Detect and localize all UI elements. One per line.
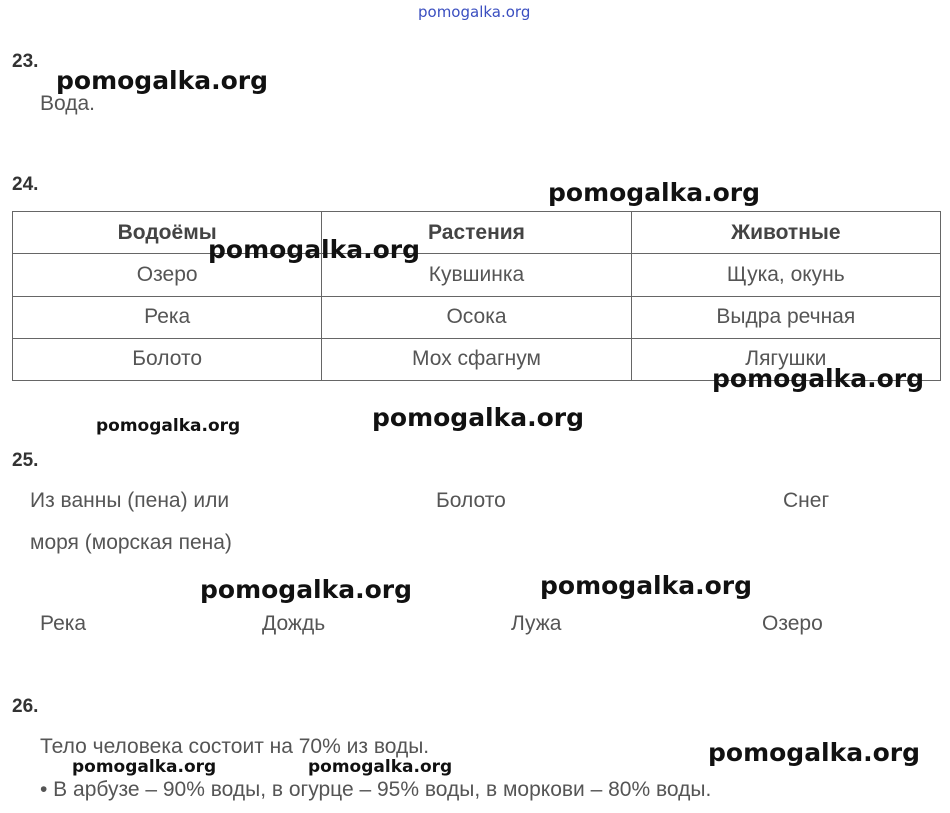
answer-item: Лужа (511, 612, 562, 635)
watermark: pomogalka.org (96, 416, 241, 436)
watermark: pomogalka.org (372, 403, 585, 432)
table-cell: Осока (322, 296, 631, 338)
table-cell: Болото (13, 338, 322, 380)
table-cell: Щука, окунь (631, 254, 940, 296)
table-header-row (13, 212, 941, 254)
watermark: pomogalka.org (712, 364, 925, 393)
watermark: pomogalka.org (72, 757, 217, 777)
question-26-line-1: Тело человека состоит на 70% из воды. (40, 735, 430, 758)
watermark: pomogalka.org (540, 571, 753, 600)
watermark: pomogalka.org (208, 235, 421, 264)
watermark: pomogalka.org (56, 66, 269, 95)
table-cell: Лягушки (631, 338, 940, 380)
question-26-line-2: • В арбузе – 90% воды, в огурце – 95% воды, в моркови – 80% воды. (40, 778, 712, 801)
watermark: pomogalka.org (548, 178, 761, 207)
question-26-number: 26. (12, 696, 39, 717)
watermark-top: pomogalka.org (418, 3, 531, 21)
table-row (13, 254, 941, 296)
header-plants: Растения (322, 212, 631, 254)
water-bodies-table (12, 211, 941, 381)
header-animals: Животные (631, 212, 940, 254)
question-24-number: 24. (12, 174, 39, 195)
table-cell: Река (13, 296, 322, 338)
answer-item: Озеро (762, 612, 823, 635)
watermark: pomogalka.org (308, 757, 453, 777)
watermark: pomogalka.org (200, 575, 413, 604)
table-cell: Озеро (13, 254, 322, 296)
table-row (13, 296, 941, 338)
answer-item: Снег (783, 489, 830, 512)
question-23-answer: Вода. (40, 92, 95, 115)
answer-item: Болото (436, 489, 506, 512)
table-cell: Мох сфагнум (322, 338, 631, 380)
answer-item: Река (40, 612, 87, 635)
answer-item: моря (морская пена) (30, 531, 232, 554)
header-water-bodies: Водоёмы (13, 212, 322, 254)
table-cell: Выдра речная (631, 296, 940, 338)
answer-item: Из ванны (пена) или (30, 489, 230, 512)
answer-item: Дождь (262, 612, 326, 635)
watermark: pomogalka.org (708, 738, 921, 767)
table-cell: Кувшинка (322, 254, 631, 296)
question-25-number: 25. (12, 450, 39, 471)
question-23-number: 23. (12, 51, 39, 72)
